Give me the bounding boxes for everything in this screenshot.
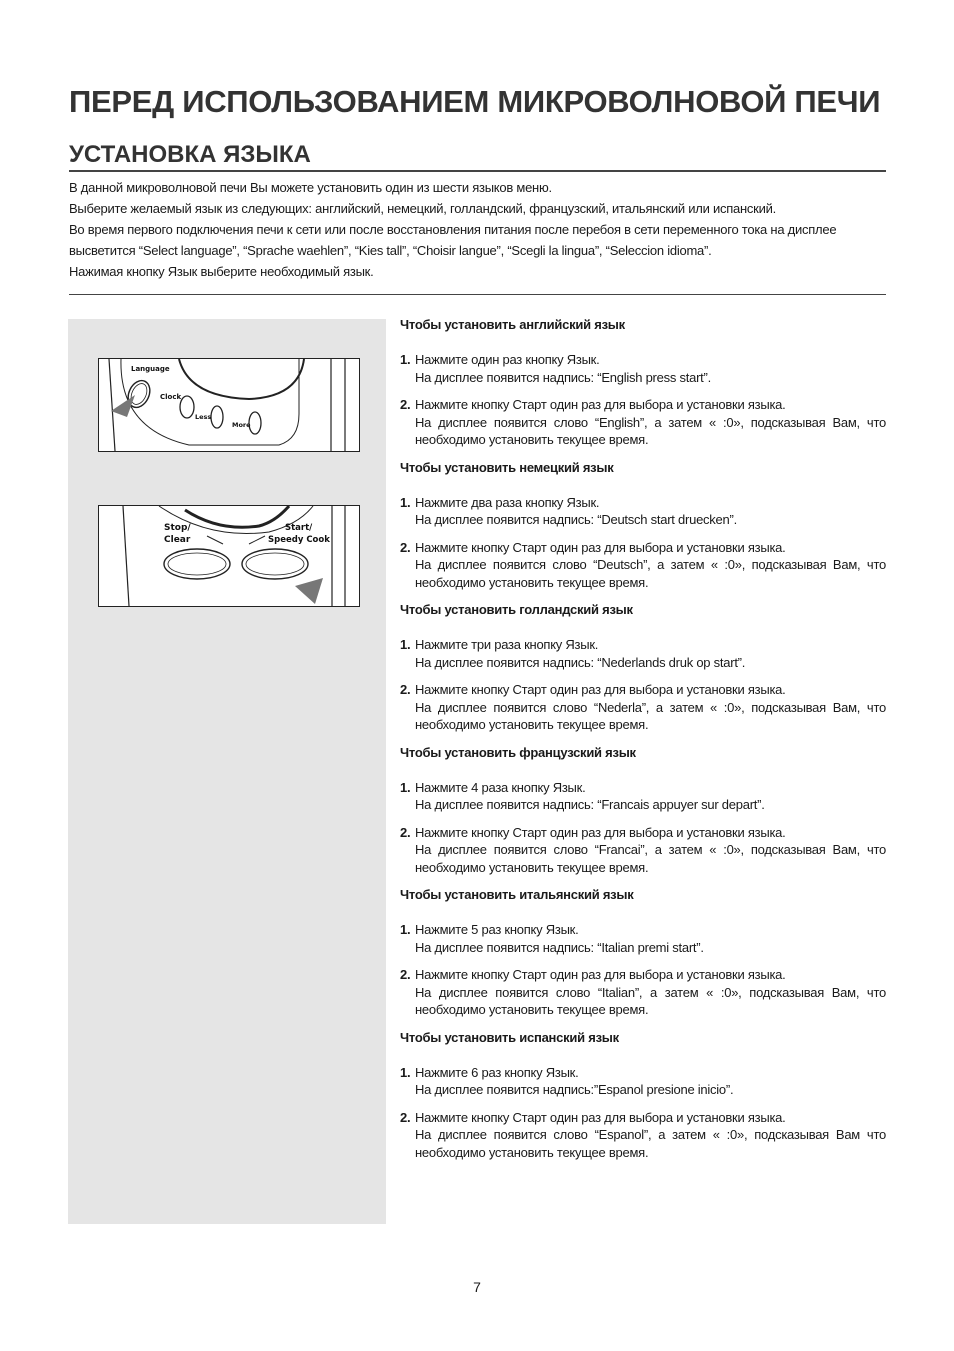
step-number: 2. — [400, 397, 411, 412]
step-result: На дисплее появится надпись: “English press start”. — [415, 369, 711, 385]
step-text — [415, 681, 886, 734]
step-text — [415, 921, 886, 956]
step-action: Нажмите один раз кнопку Язык. — [415, 352, 600, 367]
step-action: Нажмите 5 раз кнопку Язык. — [415, 922, 579, 937]
step-1 — [400, 636, 886, 671]
intro-paragraph: Во время первого подключения печи к сети или после восстановления питания после перебоя в сети переменного тока на дисплее высветится “Select language”, “Sprache waehlen”, “Kies tall”, “Choisir langue”, “Scegli la lingua”, “Seleccion idioma”. — [69, 222, 837, 258]
more-label: More — [232, 421, 251, 429]
less-label: Less — [195, 413, 212, 421]
step-number: 2. — [400, 682, 411, 697]
step-number: 1. — [400, 637, 411, 652]
step-result: На дисплее появится слово “Deutsch”, а затем « :0», подсказывая Вам, что необходимо установить текущее время. — [415, 557, 886, 590]
clear-label: Clear — [164, 535, 191, 545]
page-number: 7 — [473, 1279, 481, 1295]
intro-paragraph: В данной микроволновой печи Вы можете установить один из шести языков меню. — [69, 180, 552, 195]
intro-paragraph: Выберите желаемый язык из следующих: английский, немецкий, голландский, французский, итальянский или испанский. — [69, 201, 777, 216]
step-action: Нажмите кнопку Старт один раз для выбора и установки языка. — [415, 397, 786, 412]
step-result: На дисплее появится надпись: “Deutsch start druecken”. — [415, 512, 737, 527]
language-heading: Чтобы установить испанский язык — [400, 1029, 619, 1045]
dial-arc — [185, 506, 289, 527]
step-result: На дисплее появится слово “Italian”, а затем « :0», подсказывая Вам, что необходимо установить текущее время. — [415, 984, 886, 1017]
step-2 — [400, 539, 886, 592]
step-text — [415, 1109, 886, 1162]
step-result: На дисплее появится надпись:”Espanol presione inicio”. — [415, 1082, 734, 1097]
step-number: 1. — [400, 352, 411, 367]
stop-clear-button-shape — [164, 549, 230, 579]
step-result: На дисплее появится слово “Francai”, а затем « :0», подсказывая Вам, что необходимо установить текущее время. — [415, 842, 886, 875]
step-result: На дисплее появится надпись: “Francais appuyer sur depart”. — [415, 797, 765, 812]
panel-edge-line — [123, 506, 129, 606]
step-action: Нажмите кнопку Старт один раз для выбора и установки языка. — [415, 1109, 786, 1125]
step-1 — [400, 921, 886, 956]
step-number: 1. — [400, 922, 411, 937]
instructions-column — [400, 316, 886, 1171]
start-button-shape — [242, 549, 308, 579]
step-text — [415, 636, 886, 671]
language-heading: Чтобы установить английский язык — [400, 317, 625, 332]
step-action: Нажмите кнопку Старт один раз для выбора и установки языка. — [415, 682, 786, 697]
control-panel-illustration — [99, 359, 359, 451]
language-section-french — [400, 744, 886, 877]
intro-divider — [69, 294, 886, 295]
step-text — [415, 1064, 886, 1099]
panel-edge-line — [109, 359, 115, 451]
intro-text — [69, 177, 886, 282]
step-1 — [400, 1064, 886, 1099]
step-action: Нажмите кнопку Старт один раз для выбора и установки языка. — [415, 967, 786, 982]
step-number: 1. — [400, 1064, 411, 1080]
language-heading: Чтобы установить немецкий язык — [400, 459, 614, 475]
step-text — [415, 494, 886, 529]
step-text — [415, 779, 886, 814]
pointer-arrow-icon — [295, 578, 323, 604]
step-number: 1. — [400, 494, 411, 510]
step-2 — [400, 681, 886, 734]
language-button-figure — [98, 358, 360, 452]
step-action: Нажмите 6 раз кнопку Язык. — [415, 1064, 579, 1080]
step-text — [415, 824, 886, 877]
more-button-shape — [249, 412, 261, 434]
step-number: 2. — [400, 1109, 411, 1125]
step-text — [415, 539, 886, 592]
language-label: Language — [131, 365, 170, 373]
step-text — [415, 351, 886, 386]
step-number: 2. — [400, 824, 411, 840]
language-heading: Чтобы установить французский язык — [400, 744, 636, 760]
language-section-spanish — [400, 1029, 886, 1162]
stop-label: Stop/ — [164, 523, 191, 533]
less-button-shape — [211, 406, 223, 428]
step-1 — [400, 351, 886, 386]
step-action: Нажмите 4 раза кнопку Язык. — [415, 779, 586, 795]
language-section-german — [400, 459, 886, 592]
step-result: На дисплее появится надпись: “Nederlands druk op start”. — [415, 654, 746, 670]
language-heading: Чтобы установить голландский язык — [400, 602, 633, 617]
control-panel-illustration — [99, 506, 359, 606]
language-section-english — [400, 316, 886, 449]
speedy-cook-label: Speedy Cook — [268, 535, 330, 545]
clock-button-shape — [180, 396, 194, 418]
start-label: Start/ — [285, 523, 313, 533]
step-2 — [400, 396, 886, 449]
step-number: 2. — [400, 539, 411, 555]
step-action: Нажмите кнопку Старт один раз для выбора и установки языка. — [415, 824, 786, 840]
step-2 — [400, 966, 886, 1019]
start-button-figure — [98, 505, 360, 607]
label-divider — [207, 536, 223, 544]
step-action: Нажмите кнопку Старт один раз для выбора и установки языка. — [415, 539, 786, 555]
illustration-panel — [68, 319, 386, 1224]
step-result: На дисплее появится слово “English”, а затем « :0», подсказывая Вам, что необходимо установить текущее время. — [415, 414, 886, 447]
language-heading: Чтобы установить итальянский язык — [400, 887, 634, 902]
step-result: На дисплее появится надпись: “Italian premi start”. — [415, 939, 704, 955]
clock-label: Clock — [160, 393, 182, 401]
label-divider — [249, 536, 265, 544]
step-result: На дисплее появится слово “Espanol”, а затем « :0», подсказывая Вам что необходимо установить текущее время. — [415, 1127, 886, 1160]
step-2 — [400, 1109, 886, 1162]
language-section-dutch — [400, 601, 886, 734]
step-number: 1. — [400, 779, 411, 795]
dial-arc — [179, 359, 304, 399]
step-1 — [400, 494, 886, 529]
step-number: 2. — [400, 967, 411, 982]
step-text — [415, 966, 886, 1019]
step-text — [415, 396, 886, 449]
step-action: Нажмите три раза кнопку Язык. — [415, 637, 599, 652]
step-1 — [400, 779, 886, 814]
page-title: ПЕРЕД ИСПОЛЬЗОВАНИЕМ МИКРОВОЛНОВОЙ ПЕЧИ — [69, 84, 881, 119]
intro-paragraph: Нажимая кнопку Язык выберите необходимый язык. — [69, 264, 374, 279]
language-section-italian — [400, 886, 886, 1019]
step-result: На дисплее появится слово “Nederla”, а затем « :0», подсказывая Вам, что необходимо установить текущее время. — [415, 699, 886, 732]
step-action: Нажмите два раза кнопку Язык. — [415, 494, 600, 510]
section-title: УСТАНОВКА ЯЗЫКА — [69, 140, 886, 172]
step-2 — [400, 824, 886, 877]
